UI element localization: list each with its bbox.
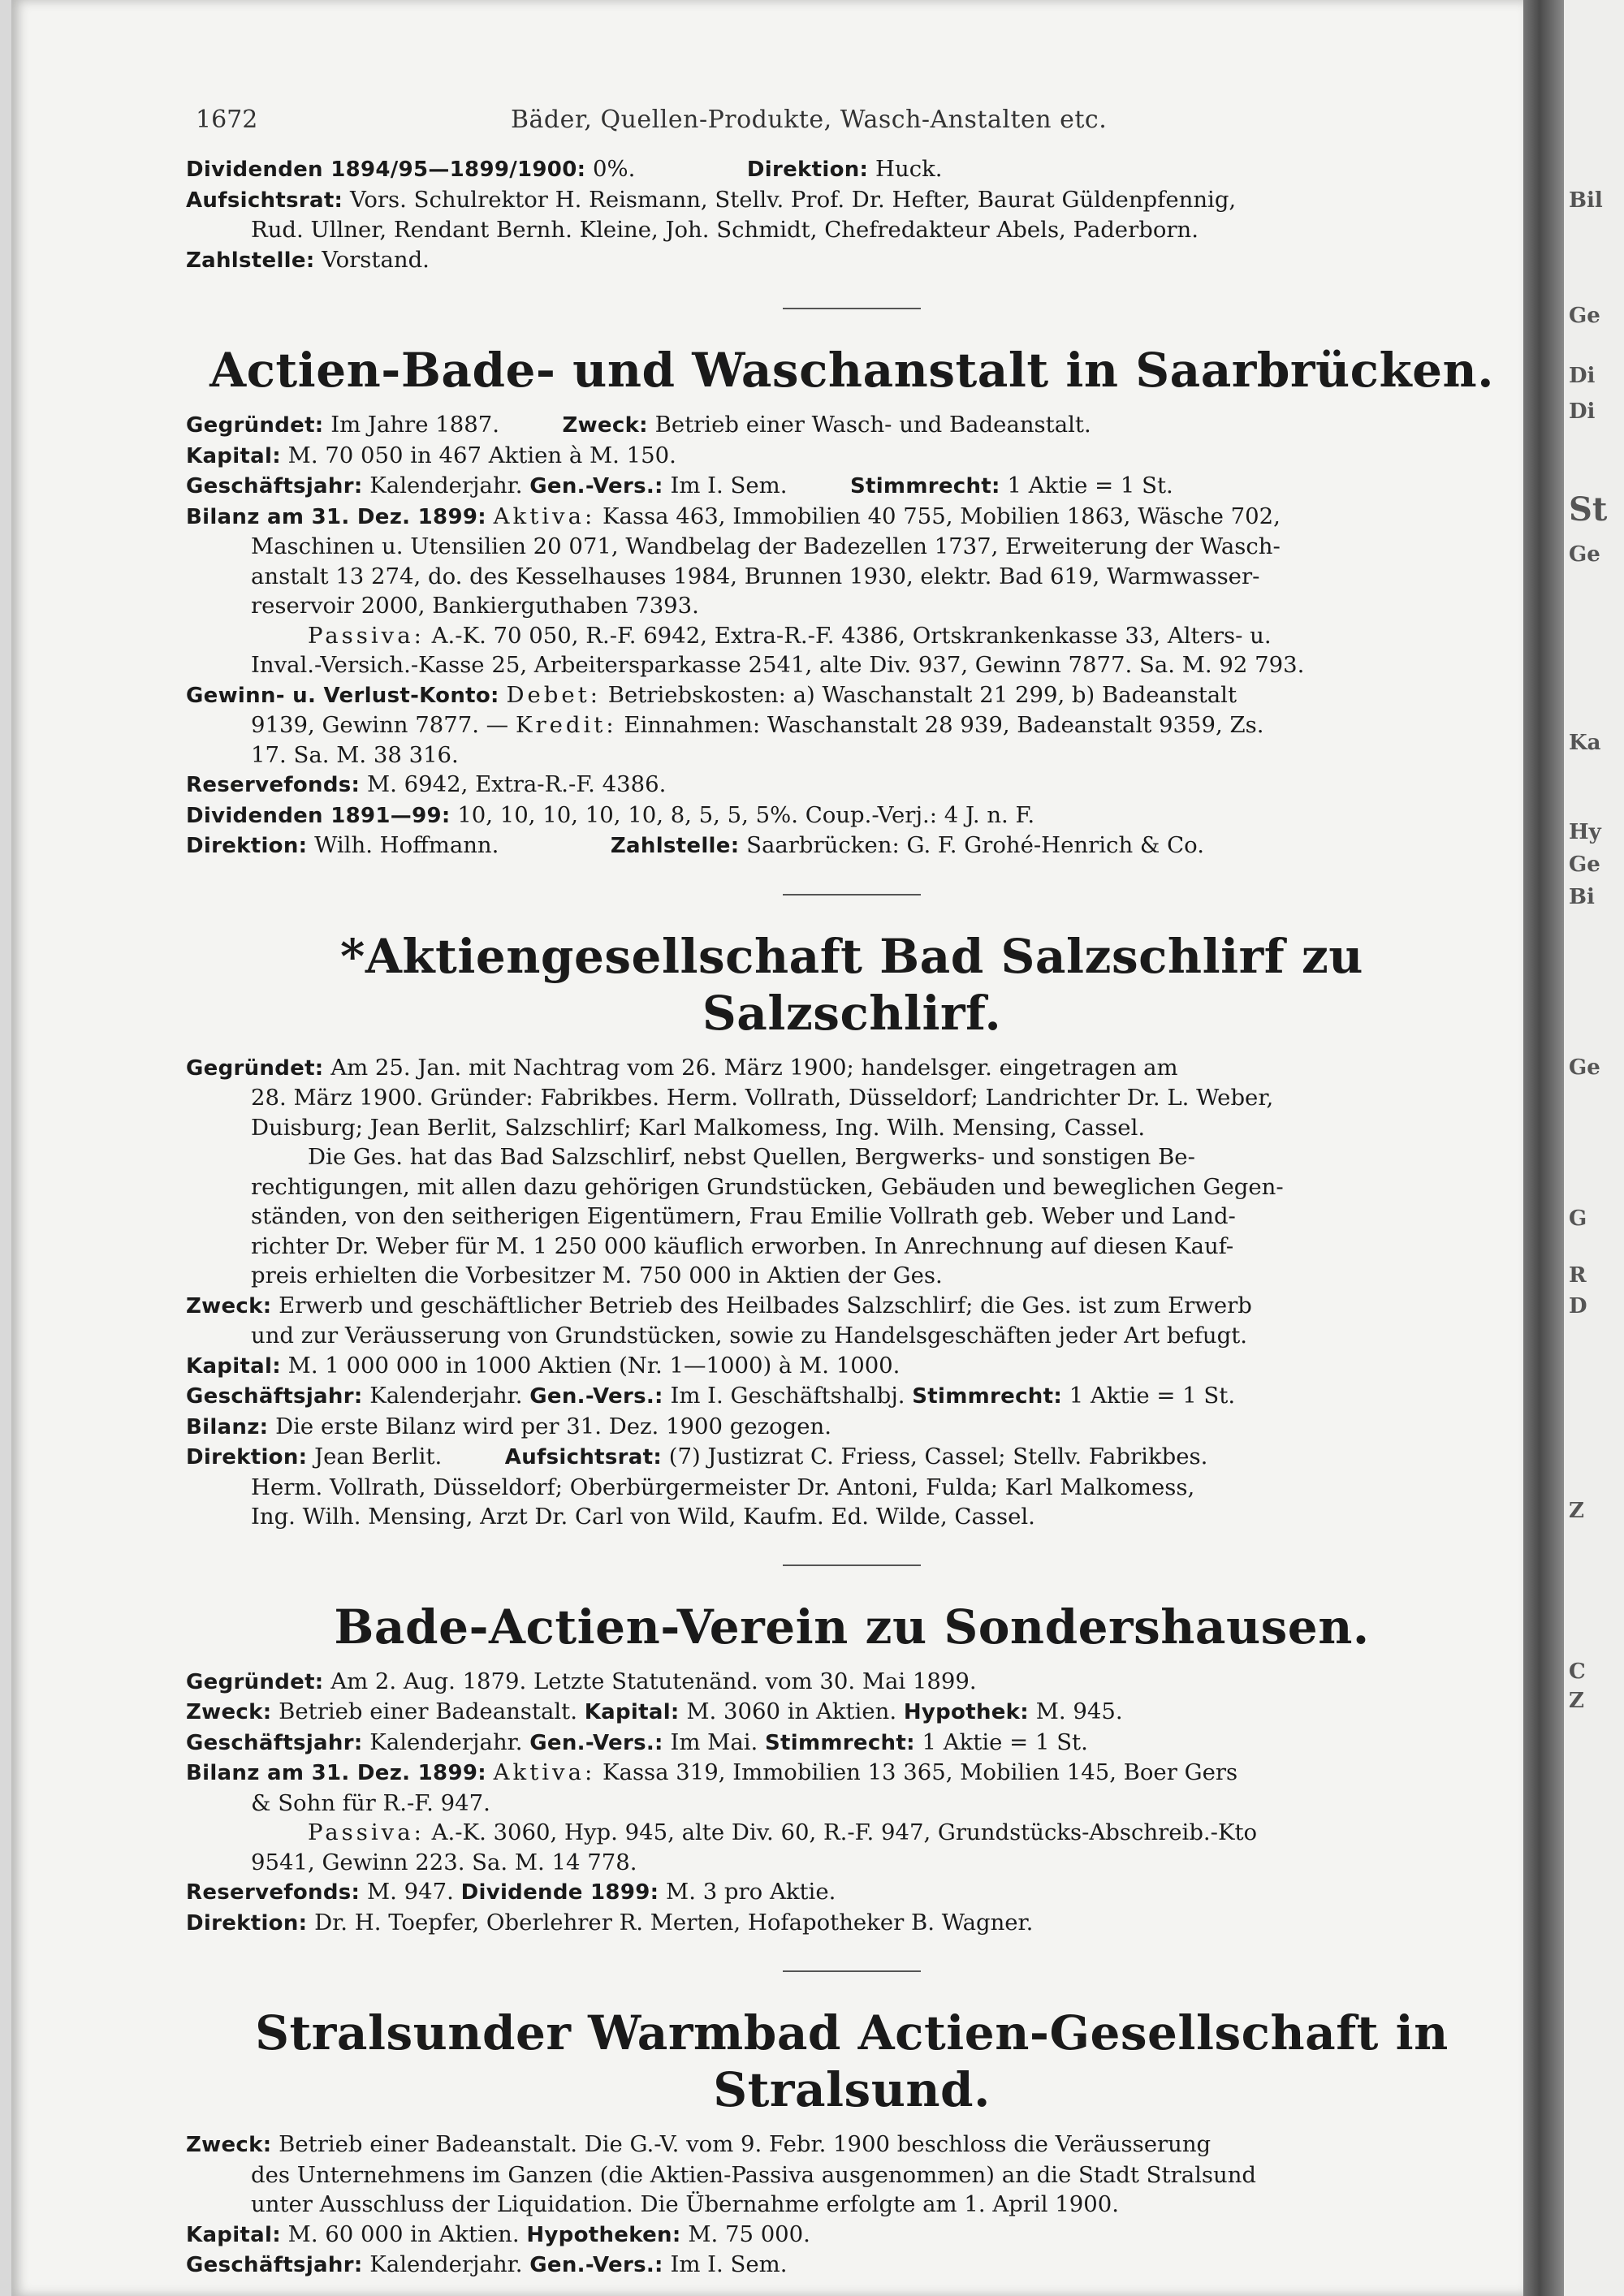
edge-fragment: Z	[1569, 1499, 1584, 1523]
edge-fragment: D	[1569, 1294, 1587, 1318]
edge-fragment: Di	[1569, 399, 1596, 424]
company-title: Stralsunder Warmbad Actien-Gesellschaft in Stralsund.	[255, 2005, 1449, 2117]
book-page	[11, 0, 1523, 2296]
edge-fragment: G	[1569, 1206, 1587, 1231]
section-divider	[783, 1564, 921, 1566]
edge-fragment: C	[1569, 1659, 1586, 1684]
edge-fragment: St	[1569, 490, 1608, 529]
edge-fragment: Di	[1569, 364, 1596, 388]
edge-fragment: Ge	[1569, 542, 1600, 567]
page-content	[186, 106, 1518, 2281]
edge-fragment: Bi	[1569, 885, 1595, 909]
section-divider	[783, 894, 921, 896]
book-gutter	[1523, 0, 1564, 2296]
running-head	[186, 106, 1518, 154]
edge-fragment: Z	[1569, 1689, 1584, 1713]
section-divider	[783, 308, 921, 309]
entry-sondershausen: Bade-Actien-Verein zu Sondershausen. Gegründet: Am 2. Aug. 1879. Letzte Statutenänd. vom 30. Mai 1899. Zweck: Betrieb einer Badeanstalt. Kapital: M. 3060 in Aktien. Hypothek: M. 945. Geschäftsjahr: Kalenderjahr. Gen.-Vers.: Im Mai. Stimmrecht: 1 Aktie = 1 St. Bilanz am 31. Dez. 1899: Aktiva: Kassa 319, Immobilien 13 365, Mobilien 145, Boer Gers & Sohn für R.-F. 947. Passiva: A.-K. 3060, Hyp. 945, alte Div. 60, R.-F. 947, Grundstücks-Abschreib.-Kto 9541, Gewinn 223. Sa. M. 14 778. Reservefonds: M. 947. Dividende 1899: M. 3 pro Aktie. Direktion: Dr. H. Toepfer, Oberlehrer R. Merten, Hofapotheker B. Wagner.	[186, 1599, 1518, 1939]
section-divider	[783, 1970, 921, 1972]
page-number: 1672	[196, 106, 258, 134]
edge-fragment: Ge	[1569, 852, 1600, 877]
edge-fragment: Bil	[1569, 188, 1603, 213]
entry-previous-tail: Dividenden 1894/95—1899/1900: 0%. Direktion: Huck. Aufsichtsrat: Vors. Schulrektor H. Reismann, Stellv. Prof. Dr. Hefter, Baurat Güldenpfennig, Rud. Ullner, Rendant Bernh. Kleine, Joh. Schmidt, Chefredakteur Abels, Paderborn. Zahlstelle: Vorstand.	[186, 156, 1237, 273]
company-title: Bade-Actien-Verein zu Sondershausen.	[334, 1599, 1370, 1655]
running-title: Bäder, Quellen-Produkte, Wasch-Anstalten etc.	[511, 106, 1108, 134]
company-title: Actien-Bade- und Waschanstalt in Saarbrücken.	[209, 343, 1494, 398]
entry-salzschlirf: *Aktiengesellschaft Bad Salzschlirf zu Salzschlirf. Gegründet: Am 25. Jan. mit Nachtrag vom 26. März 1900; handelsger. eingetragen am 28. März 1900. Gründer: Fabrikbes. Herm. Vollrath, Düsseldorf; Landrichter Dr. L. Weber, Duisburg; Jean Berlit, Salzschlirf; Karl Malkomess, Ing. Wilh. Mensing, Cassel. Die Ges. hat das Bad Salzschlirf, nebst Quellen, Bergwerks- und sonstigen Be- rechtigungen, mit allen dazu gehörigen Grundstücken, Gebäuden und beweglichen Gegen- ständen, von den seitherigen Eigentümern, Frau Emilie Vollrath geb. Weber und Land- richter Dr. Weber für M. 1 250 000 käuflich erworben. In Anrechnung auf diesen Kauf- preis erhielten die Vorbesitzer M. 750 000 in Aktien der Ges. Zweck: Erwerb und geschäftlicher Betrieb des Heilbades Salzschlirf; die Ges. ist zum Erwerb und zur Veräusserung von Grundstücken, sowie zu Handelsgeschäften jeder Art befugt. Kapital: M. 1 000 000 in 1000 Aktien (Nr. 1—1000) à M. 1000. Geschäftsjahr: Kalenderjahr. Gen.-Vers.: Im I. Geschäftshalbj. Stimmrecht: 1 Aktie = 1 St. Bilanz: Die erste Bilanz wird per 31. Dez. 1900 gezogen. Direktion: Jean Berlit. Aufsichtsrat: (7) Justizrat C. Friess, Cassel; Stellv. Fabrikbes. Herm. Vollrath, Düsseldorf; Oberbürgermeister Dr. Antoni, Fulda; Karl Malkomess, Ing. Wilh. Mensing, Arzt Dr. Carl von Wild, Kaufm. Ed. Wilde, Cassel.	[186, 928, 1518, 1532]
entry-stralsund: Stralsunder Warmbad Actien-Gesellschaft in Stralsund. Zweck: Betrieb einer Badeanstalt. Die G.-V. vom 9. Febr. 1900 beschloss die Veräusserung des Unternehmens im Ganzen (die Aktien-Passiva ausgenommen) an die Stadt Stralsund unter Ausschluss der Liquidation. Die Übernahme erfolgte am 1. April 1900. Kapital: M. 60 000 in Aktien. Hypotheken: M. 75 000. Geschäftsjahr: Kalenderjahr. Gen.-Vers.: Im I. Sem.	[186, 2005, 1518, 2281]
edge-fragment: Hy	[1569, 820, 1601, 844]
edge-fragment: Ka	[1569, 731, 1601, 755]
adjacent-page-edge	[1564, 0, 1624, 2296]
edge-fragment: Ge	[1569, 1055, 1600, 1080]
edge-fragment: R	[1569, 1263, 1587, 1288]
edge-fragment: Ge	[1569, 304, 1600, 328]
entry-saarbruecken: Actien-Bade- und Waschanstalt in Saarbrücken. Gegründet: Im Jahre 1887. Zweck: Betrieb einer Wasch- und Badeanstalt. Kapital: M. 70 050 in 467 Aktien à M. 150. Geschäftsjahr: Kalenderjahr. Gen.-Vers.: Im I. Sem. Stimmrecht: 1 Aktie = 1 St. Bilanz am 31. Dez. 1899: Aktiva: Kassa 463, Immobilien 40 755, Mobilien 1863, Wäsche 702, Maschinen u. Utensilien 20 071, Wandbelag der Badezellen 1737, Erweiterung der Wasch- anstalt 13 274, do. des Kesselhauses 1984, Brunnen 1930, elektr. Bad 619, Warmwasser- reservoir 2000, Bankierguthaben 7393. Passiva: A.-K. 70 050, R.-F. 6942, Extra-R.-F. 4386, Ortskrankenkasse 33, Alters- u. Inval.-Versich.-Kasse 25, Arbeitersparkasse 2541, alte Div. 937, Gewinn 7877. Sa. M. 92 793. Gewinn- u. Verlust-Konto: Debet: Betriebskosten: a) Waschanstalt 21 299, b) Badeanstalt 9139, Gewinn 7877. — Kredit: Einnahmen: Waschanstalt 28 939, Badeanstalt 9359, Zs. 17. Sa. M. 38 316. Reservefonds: M. 6942, Extra-R.-F. 4386. Dividenden 1891—99: 10, 10, 10, 10, 10, 8, 5, 5, 5%. Coup.-Verj.: 4 J. n. F. Direktion: Wilh. Hoffmann. Zahlstelle: Saarbrücken: G. F. Grohé-Henrich & Co.	[186, 342, 1518, 861]
company-title: *Aktiengesellschaft Bad Salzschlirf zu Salzschlirf.	[340, 928, 1363, 1041]
